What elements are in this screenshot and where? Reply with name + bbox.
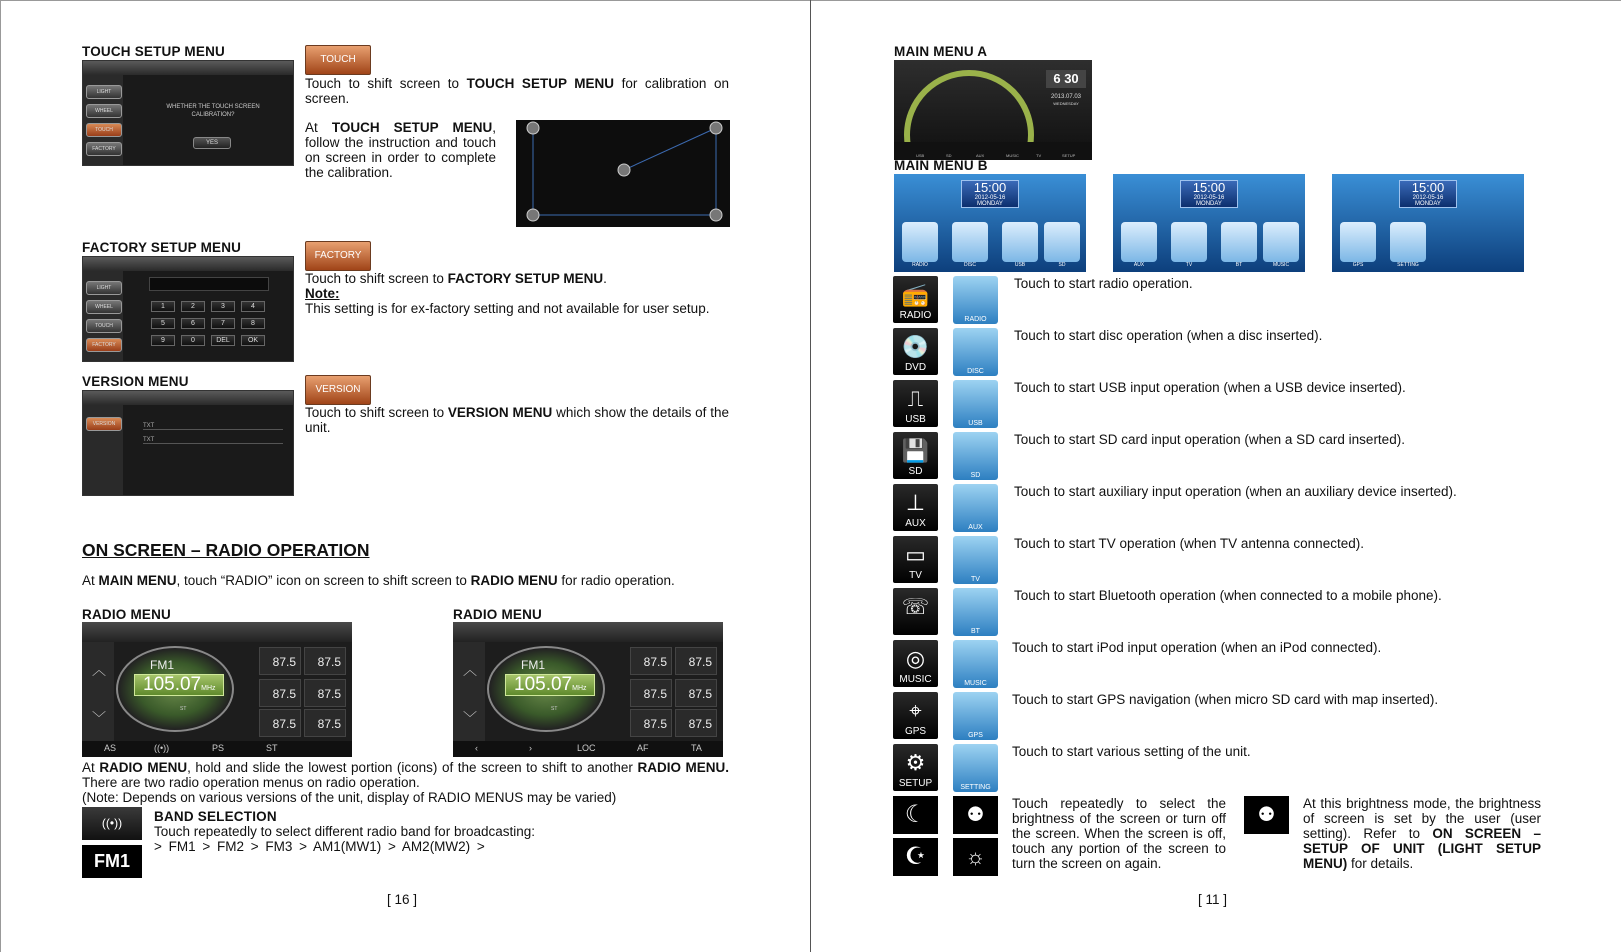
sd-tile-icon: SD xyxy=(953,432,998,480)
version-row-2: TXT xyxy=(143,437,283,444)
version-chip-button: VERSION xyxy=(305,375,371,405)
key-5: 5 xyxy=(151,318,175,329)
setting-tile-icon: SETTING xyxy=(953,744,998,792)
screen-side-version: VERSION xyxy=(86,417,122,431)
music-tile-icon: MUSIC xyxy=(953,640,998,688)
version-row-1: TXT xyxy=(143,423,283,430)
factory-setup-screen xyxy=(82,256,294,362)
key-del: DEL xyxy=(211,335,235,346)
main-menu-b-heading: MAIN MENU B xyxy=(894,158,988,173)
music-icon: ◎ MUSIC xyxy=(893,640,938,687)
page-divider xyxy=(810,0,811,952)
preset-5: 87.5 xyxy=(630,709,672,737)
radio-bottom-bar-1: AS ((•)) PS ST xyxy=(82,741,352,757)
key-4: 4 xyxy=(241,301,265,312)
row-aux-text: Touch to start auxiliary input operation (when an auxiliary device inserted). xyxy=(1014,484,1457,499)
frequency-display: 105.07MHz xyxy=(505,674,595,696)
up-arrow-icon: ︿ xyxy=(463,662,477,678)
band-selection-text: Touch repeatedly to select different radio band for broadcasting: xyxy=(154,824,535,839)
stereo-indicator: ST xyxy=(180,706,187,712)
key-7: 7 xyxy=(211,318,235,329)
key-9: 9 xyxy=(151,335,175,346)
preset-6: 87.5 xyxy=(304,709,346,737)
touch-setup-heading: TOUCH SETUP MENU xyxy=(82,44,225,59)
row-music-text: Touch to start iPod input operation (when an iPod connected). xyxy=(1012,640,1382,655)
preset-5: 87.5 xyxy=(259,709,301,737)
preset-1: 87.5 xyxy=(630,647,672,675)
key-1: 1 xyxy=(151,301,175,312)
setup-icon: ⚙ SETUP xyxy=(893,744,938,791)
preset-6: 87.5 xyxy=(675,709,717,737)
radio-menu-label-2: RADIO MENU xyxy=(453,607,542,622)
usb-icon: ⎍ USB xyxy=(893,380,938,427)
band-name: FM1 xyxy=(150,658,174,672)
fm1-icon: FM1 xyxy=(82,845,142,878)
user-brightness-icon: ⚉ xyxy=(953,796,998,834)
usb-tile-icon: USB xyxy=(953,380,998,428)
up-arrow-icon: ︿ xyxy=(92,662,106,678)
tv-tile-icon: TV xyxy=(953,536,998,584)
band-sequence: > FM1 > FM2 > FM3 > AM1(MW1) > AM2(MW2) > xyxy=(154,839,485,854)
bt-tile-icon: BT xyxy=(953,588,998,636)
tv-icon: ▭ TV xyxy=(893,536,938,583)
version-screen xyxy=(82,390,294,496)
radio-bottom-bar-2: ‹ › LOC AF TA xyxy=(453,741,723,757)
aux-icon: ⊥ AUX xyxy=(893,484,938,531)
version-menu-desc: Touch to shift screen to VERSION MENU which show the details of the unit. xyxy=(305,405,729,435)
screen-side-light: LIGHT xyxy=(86,85,122,99)
preset-3: 87.5 xyxy=(630,679,672,707)
key-3: 3 xyxy=(211,301,235,312)
key-2: 2 xyxy=(181,301,205,312)
row-setup-text: Touch to start various setting of the unit. xyxy=(1012,744,1251,759)
radio-menu-label-1: RADIO MENU xyxy=(82,607,171,622)
radio-screen-2 xyxy=(453,622,723,757)
radio-section-title: ON SCREEN – RADIO OPERATION xyxy=(82,540,370,560)
sd-icon: 💾 SD xyxy=(893,432,938,479)
down-arrow-icon: ﹀ xyxy=(92,710,106,726)
screen-side-wheel: WHEEL xyxy=(86,300,122,314)
time-display: 6 30 xyxy=(1046,70,1086,88)
radio-tile-icon: RADIO xyxy=(953,276,998,324)
disc-tile-icon: DISC xyxy=(953,328,998,376)
band-selection-heading: BAND SELECTION xyxy=(154,809,277,824)
factory-note-label: Note: xyxy=(305,286,340,301)
band-name: FM1 xyxy=(521,658,545,672)
touch-setup-instructions: At TOUCH SETUP MENU, follow the instruction and touch on screen in order to complete the calibration. xyxy=(305,120,496,180)
radio-icon: 📻 RADIO xyxy=(893,276,938,323)
sun-icon: ☼ xyxy=(953,838,998,876)
radio-screen-1 xyxy=(82,622,352,757)
key-ok: OK xyxy=(241,335,265,346)
touch-setup-screen xyxy=(82,60,294,166)
preset-1: 87.5 xyxy=(259,647,301,675)
row-sd-text: Touch to start SD card input operation (when a SD card inserted). xyxy=(1014,432,1405,447)
gps-tile-icon: GPS xyxy=(953,692,998,740)
preset-2: 87.5 xyxy=(304,647,346,675)
factory-chip-button: FACTORY xyxy=(305,241,371,271)
brightness-right-text: At this brightness mode, the brightness of screen is set by the user (user setting). Refer to ON SCREEN – SETUP OF UNIT (LIGHT SETUP MENU) for details. xyxy=(1303,796,1542,871)
touch-setup-desc: Touch to shift screen to TOUCH SETUP MENU for calibration on screen. xyxy=(305,76,729,106)
moon-star-icon: ☪ xyxy=(893,838,938,876)
row-bt-text: Touch to start Bluetooth operation (when connected to a mobile phone). xyxy=(1014,588,1442,603)
page-number-right: [ 11 ] xyxy=(1198,892,1228,907)
row-disc-text: Touch to start disc operation (when a disc inserted). xyxy=(1014,328,1323,343)
radio-after-text: At RADIO MENU, hold and slide the lowest portion (icons) of the screen to shift to another RADIO MENU. There are two radio operation menus on radio operation. xyxy=(82,760,730,790)
screen-side-touch: TOUCH xyxy=(86,123,122,137)
main-menu-a-heading: MAIN MENU A xyxy=(894,44,988,59)
version-menu-heading: VERSION MENU xyxy=(82,374,189,389)
screen-side-factory: FACTORY xyxy=(86,338,122,352)
screen-side-light: LIGHT xyxy=(86,281,122,295)
row-gps-text: Touch to start GPS navigation (when micro SD card with map inserted). xyxy=(1012,692,1439,707)
down-arrow-icon: ﹀ xyxy=(463,710,477,726)
preset-4: 87.5 xyxy=(675,679,717,707)
dvd-icon: 💿 DVD xyxy=(893,328,938,375)
row-usb-text: Touch to start USB input operation (when a USB device inserted). xyxy=(1014,380,1406,395)
moon-icon: ☾ xyxy=(893,796,938,834)
preset-4: 87.5 xyxy=(304,679,346,707)
main-menu-b-screen-1: 15:00 2012-05-16 MONDAY RADIO DISC USB SD xyxy=(894,174,1086,272)
calibration-yes-button: YES xyxy=(193,137,231,149)
bluetooth-phone-icon: ☏ xyxy=(893,588,938,635)
screen-side-factory: FACTORY xyxy=(86,142,122,156)
factory-note-text: This setting is for ex-factory setting and not available for user setup. xyxy=(305,301,710,316)
stereo-indicator: ST xyxy=(551,706,558,712)
key-6: 6 xyxy=(181,318,205,329)
aux-tile-icon: AUX xyxy=(953,484,998,532)
key-0: 0 xyxy=(181,335,205,346)
key-8: 8 xyxy=(241,318,265,329)
main-menu-b-screen-2: 15:00 2012-05-16 MONDAY AUX TV BT MUSIC xyxy=(1113,174,1305,272)
calibration-screen xyxy=(516,120,730,227)
screen-side-touch: TOUCH xyxy=(86,319,122,333)
user-brightness-icon-2: ⚉ xyxy=(1244,796,1289,834)
date-display: 2013.07.03 xyxy=(1050,94,1082,100)
factory-setup-desc: Touch to shift screen to FACTORY SETUP MENU. xyxy=(305,271,607,286)
preset-3: 87.5 xyxy=(259,679,301,707)
calibration-prompt: WHETHER THE TOUCH SCREEN CALIBRATION? xyxy=(166,104,260,118)
band-icon: ((•)) xyxy=(82,807,142,840)
main-menu-a-screen: 6 30 2013.07.03 WEDNESDAY USB SD AUX MUSIC TV SETUP xyxy=(894,60,1092,160)
page-number-left: [ 16 ] xyxy=(387,892,418,907)
touch-chip-button: TOUCH xyxy=(305,45,371,75)
row-radio-text: Touch to start radio operation. xyxy=(1014,276,1193,291)
radio-intro: At MAIN MENU, touch “RADIO” icon on screen to shift screen to RADIO MENU for radio operation. xyxy=(82,573,675,588)
gps-icon: ⌖ GPS xyxy=(893,692,938,739)
screen-side-wheel: WHEEL xyxy=(86,104,122,118)
weekday-display: WEDNESDAY xyxy=(1053,101,1079,106)
main-menu-b-screen-3: 15:00 2012-05-16 MONDAY GPS SETTING xyxy=(1332,174,1524,272)
row-tv-text: Touch to start TV operation (when TV antenna connected). xyxy=(1014,536,1364,551)
factory-setup-heading: FACTORY SETUP MENU xyxy=(82,240,242,255)
radio-note: (Note: Depends on various versions of the unit, display of RADIO MENUS may be varied) xyxy=(82,790,617,805)
frequency-display: 105.07MHz xyxy=(134,674,224,696)
brightness-left-text: Touch repeatedly to select the brightness of the screen or turn off the screen. When the screen is off, touch any portion of the screen to turn the screen on again. xyxy=(1012,796,1226,871)
keypad-display xyxy=(149,277,269,291)
preset-2: 87.5 xyxy=(675,647,717,675)
